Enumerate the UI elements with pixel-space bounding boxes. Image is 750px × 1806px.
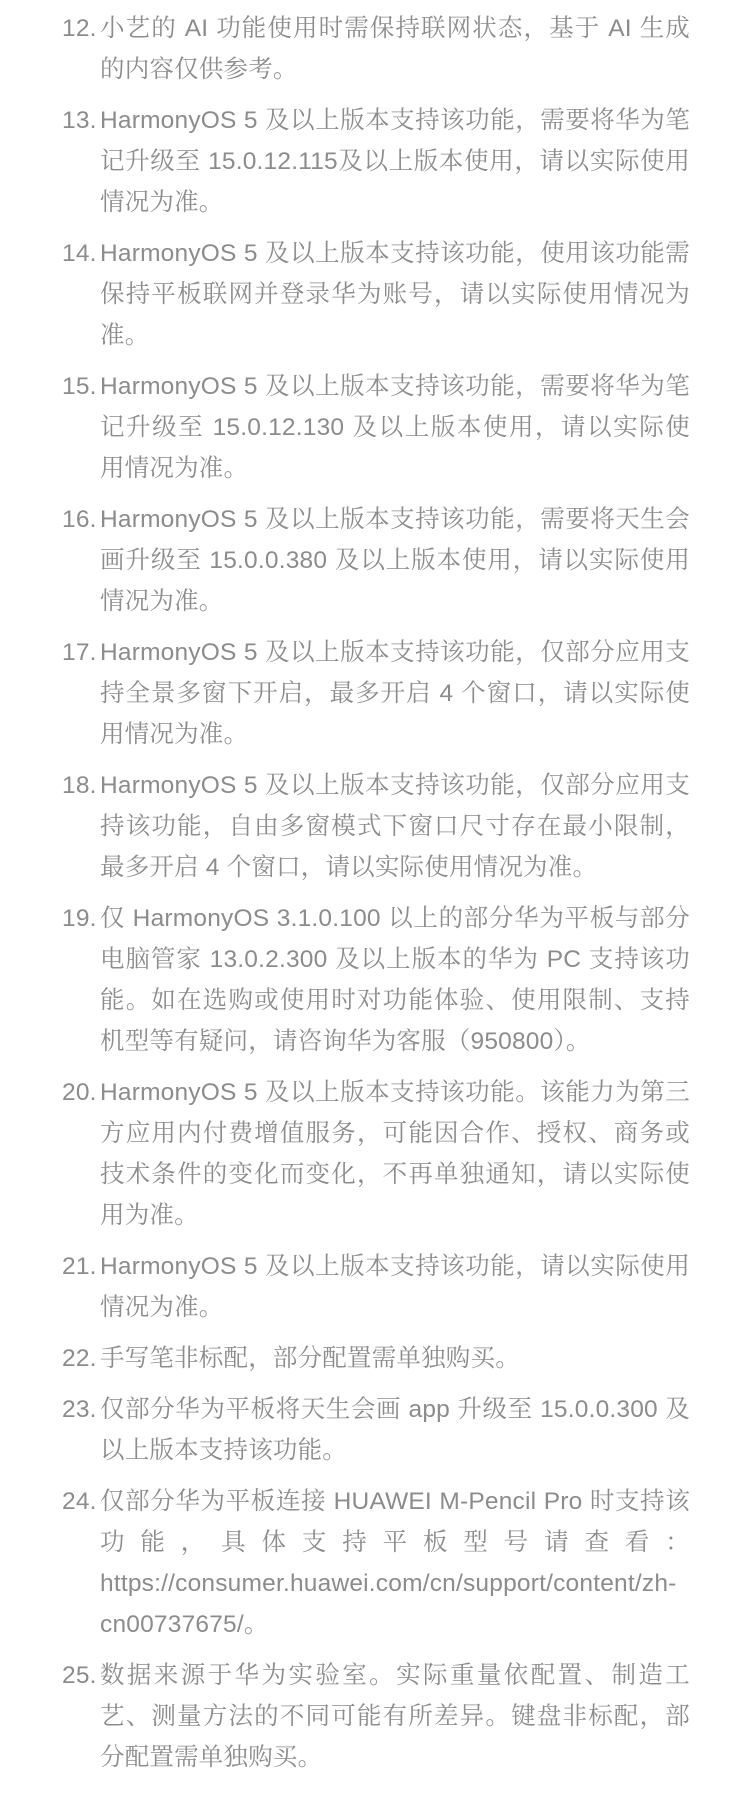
- footnote-text: 小艺的 AI 功能使用时需保持联网状态，基于 AI 生成的内容仅供参考。: [100, 15, 690, 83]
- footnote-number: 19.: [62, 905, 97, 932]
- footnote-text: 仅 HarmonyOS 3.1.0.100 以上的部分华为平板与部分电脑管家 13.0.2.300 及以上版本的华为 PC 支持该功能。如在选购或使用时对功能体验、使用限制、支持机型等有疑问，请咨询华为客服（950800）。: [100, 905, 690, 1055]
- list-item: [62, 765, 690, 888]
- list-item: [62, 632, 690, 755]
- list-item: [62, 1481, 690, 1645]
- footnote-number: 23.: [62, 1396, 97, 1423]
- footnote-number: 14.: [62, 240, 97, 267]
- list-item: [62, 100, 690, 223]
- footnote-text: HarmonyOS 5 及以上版本支持该功能，需要将华为笔记升级至 15.0.12.130 及以上版本使用，请以实际使用情况为准。: [100, 373, 690, 482]
- footnote-text: HarmonyOS 5 及以上版本支持该功能，需要将华为笔记升级至 15.0.12.115及以上版本使用，请以实际使用情况为准。: [100, 107, 690, 216]
- list-item: [62, 1655, 690, 1778]
- footnote-text: HarmonyOS 5 及以上版本支持该功能，请以实际使用情况为准。: [100, 1253, 690, 1321]
- footnote-number: 13.: [62, 107, 97, 134]
- footnote-list: [62, 8, 690, 1778]
- list-item: [62, 1072, 690, 1236]
- footnote-number: 12.: [62, 15, 97, 42]
- footnote-text: HarmonyOS 5 及以上版本支持该功能，使用该功能需保持平板联网并登录华为账号，请以实际使用情况为准。: [100, 240, 690, 349]
- list-item: [62, 8, 690, 90]
- list-item: [62, 233, 690, 356]
- footnote-number: 18.: [62, 772, 97, 799]
- footnote-number: 20.: [62, 1079, 97, 1106]
- list-item: [62, 1338, 690, 1379]
- footnote-number: 15.: [62, 373, 97, 400]
- footnote-text: HarmonyOS 5 及以上版本支持该功能。该能力为第三方应用内付费增值服务，可能因合作、授权、商务或技术条件的变化而变化，不再单独通知，请以实际使用为准。: [100, 1079, 690, 1229]
- footnote-text: HarmonyOS 5 及以上版本支持该功能，需要将天生会画升级至 15.0.0.380 及以上版本使用，请以实际使用情况为准。: [100, 506, 690, 615]
- footnote-text: HarmonyOS 5 及以上版本支持该功能，仅部分应用支持该功能，自由多窗模式下窗口尺寸存在最小限制，最多开启 4 个窗口，请以实际使用情况为准。: [100, 772, 690, 881]
- footnote-number: 16.: [62, 506, 97, 533]
- footnote-number: 25.: [62, 1662, 97, 1689]
- footnote-text: 仅部分华为平板连接 HUAWEI M-Pencil Pro 时支持该功能，具体支持平板型号请查看：https://consumer.huawei.com/cn/support/content/zh-cn00737675/。: [100, 1488, 690, 1638]
- footnote-text: HarmonyOS 5 及以上版本支持该功能，仅部分应用支持全景多窗下开启，最多开启 4 个窗口，请以实际使用情况为准。: [100, 639, 690, 748]
- list-item: [62, 499, 690, 622]
- list-item: [62, 1246, 690, 1328]
- footnote-number: 17.: [62, 639, 97, 666]
- footnote-text: 数据来源于华为实验室。实际重量依配置、制造工艺、测量方法的不同可能有所差异。键盘非标配，部分配置需单独购买。: [100, 1662, 690, 1771]
- footnote-number: 21.: [62, 1253, 97, 1280]
- footnote-text: 手写笔非标配，部分配置需单独购买。: [100, 1345, 520, 1372]
- footnote-number: 24.: [62, 1488, 97, 1515]
- list-item: [62, 898, 690, 1062]
- list-item: [62, 1389, 690, 1471]
- footnote-text: 仅部分华为平板将天生会画 app 升级至 15.0.0.300 及以上版本支持该功能。: [100, 1396, 690, 1464]
- list-item: [62, 366, 690, 489]
- footnote-number: 22.: [62, 1345, 97, 1372]
